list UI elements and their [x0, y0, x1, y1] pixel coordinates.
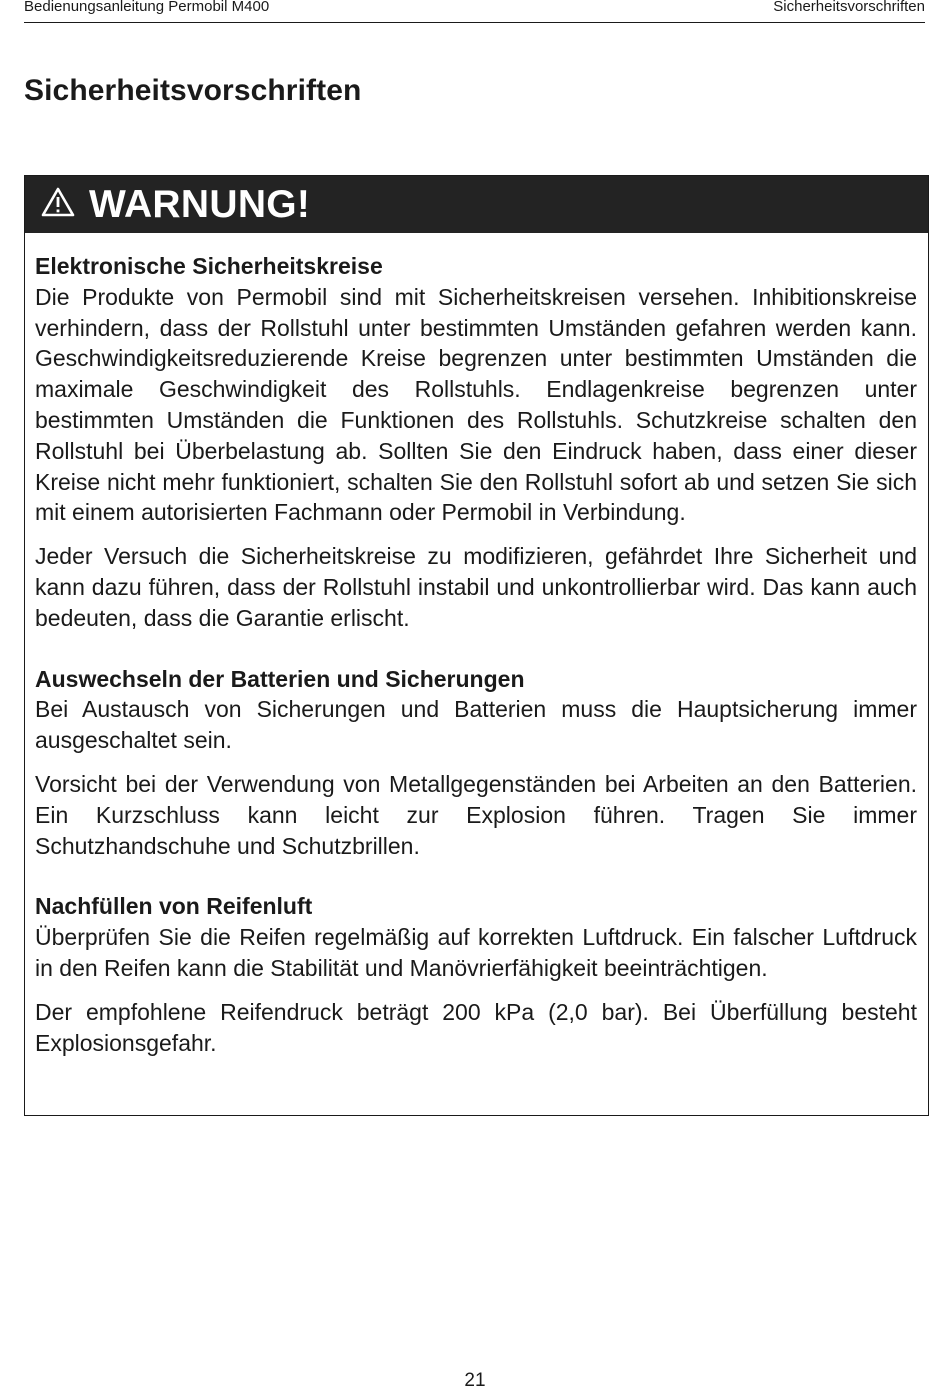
page-number: 21	[464, 1370, 486, 1391]
page-header	[24, 0, 925, 23]
section-heading: Nachfüllen von Reifenluft	[35, 893, 313, 920]
warning-body	[25, 233, 928, 1058]
section-paragraph: Die Produkte von Permobil sind mit Sicherheitskreisen versehen. Inhibitionskreise verhindern, dass der Rollstuhl unter bestimmten Umständen gefahren werden kann. Geschwindigkeitsreduzierende Kreise begrenzen unter bestimmten Umständen die maximale Geschwindigkeit des Rollstuhls. Endlagenkreise begrenzen unter bestimmten Umständen die Funktionen des Rollstuhls. Schutzkreise schalten den Rollstuhl bei Überbelastung ab. Sollten Sie den Eindruck haben, dass einer dieser Kreise nicht mehr funktioniert, schalten Sie den Rollstuhl sofort ab und setzen Sie sich mit einem autorisierten Fachmann oder Permobil in Verbindung.	[35, 283, 917, 526]
warning-box	[24, 175, 929, 1116]
section-paragraph: Bei Austausch von Sicherungen und Batterien muss die Hauptsicherung immer ausgeschaltet sein.	[35, 696, 917, 754]
warning-title: WARNUNG!	[89, 182, 311, 226]
section-tire-inflation	[35, 891, 917, 1058]
section-paragraph: Vorsicht bei der Verwendung von Metallgegenständen bei Arbeiten an den Batterien. Ein Kurzschluss kann leicht zur Explosion führen. Tragen Sie immer Schutzhandschuhe und Schutzbrillen.	[35, 770, 917, 859]
warning-triangle-icon	[41, 187, 89, 222]
section-electronic-safety-circuits	[35, 251, 917, 634]
section-batteries-and-fuses	[35, 664, 917, 862]
header-manual-title: Bedienungsanleitung Permobil M400	[24, 0, 270, 15]
warning-header	[25, 176, 928, 233]
section-heading: Elektronische Sicherheitskreise	[35, 253, 383, 279]
section-paragraph: Jeder Versuch die Sicherheitskreise zu modifizieren, gefährdet Ihre Sicherheit und kann dazu führen, dass der Rollstuhl instabil und unkontrollierbar wird. Das kann auch bedeuten, dass die Garantie erlischt.	[35, 543, 917, 631]
section-paragraph: Überprüfen Sie die Reifen regelmäßig auf korrekten Luftdruck. Ein falscher Luftdruck in den Reifen kann die Stabilität und Manövrierfähigkeit beeinträchtigen.	[35, 924, 917, 981]
section-paragraph: Der empfohlene Reifendruck beträgt 200 kPa (2,0 bar). Bei Überfüllung besteht Explosionsgefahr.	[35, 998, 917, 1056]
section-heading: Auswechseln der Batterien und Sicherungen	[35, 665, 525, 692]
page-title: Sicherheitsvorschriften	[24, 74, 362, 107]
header-chapter-title: Sicherheitsvorschriften	[773, 0, 925, 15]
